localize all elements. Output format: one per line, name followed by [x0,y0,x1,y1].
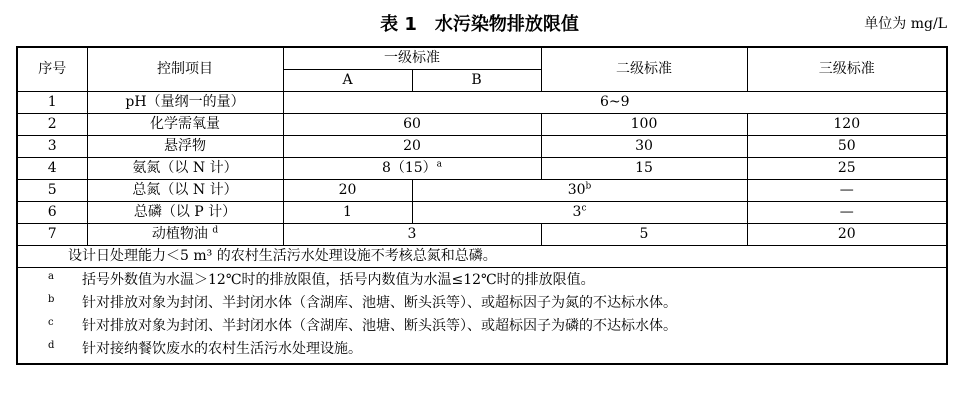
footnote-ref-c: c [581,203,587,214]
footnote-mark: a [48,271,54,282]
footnote-item [48,269,946,292]
note-row [17,246,947,268]
cell-seq: 6 [17,202,87,224]
cell-level1 [283,158,541,180]
cell-level3: — [747,202,947,224]
table-row [17,180,947,202]
header-level2: 二级标准 [541,47,747,92]
footnote-mark: d [48,340,55,351]
footnote-ref-d: d [212,225,219,236]
cell-level3: 25 [747,158,947,180]
cell-level3: 20 [747,224,947,246]
cell-level3: 120 [747,114,947,136]
footnote-item [48,292,946,315]
cell-level3: 50 [747,136,947,158]
header-level1-b: B [412,70,541,92]
table-title: 表 1 水污染物排放限值 [380,14,579,35]
footnote-text: 针对排放对象为封闭、半封闭水体（含湖库、池塘、断头浜等）、或超标因子为磷的不达标水体。 [82,318,677,334]
footnotes-cell [17,268,947,365]
header-seq: 序号 [17,47,87,92]
table-row [17,224,947,246]
cell-seq: 4 [17,158,87,180]
cell-item [87,224,283,246]
table-row [17,158,947,180]
cell-item: 悬浮物 [87,136,283,158]
cell-seq: 3 [17,136,87,158]
footnote-text: 针对接纳餐饮废水的农村生活污水处理设施。 [82,341,362,357]
footnote-item [48,315,946,338]
unit-label: 单位为 mg/L [864,16,947,32]
cell-merged-value: 30 [567,182,586,198]
header-item: 控制项目 [87,47,283,92]
footnotes-block [17,268,947,365]
cell-level1b-level2 [412,180,747,202]
cell-level3: — [747,180,947,202]
footnote-item [48,338,946,361]
emission-limits-table [16,46,948,365]
cell-level1b-level2 [412,202,747,224]
cell-level1-a: 20 [283,180,412,202]
cell-item: 氨氮（以 N 计） [87,158,283,180]
footnote-ref-b: b [585,181,592,192]
cell-level2: 100 [541,114,747,136]
cell-level1: 20 [283,136,541,158]
cell-merged-value: 3 [572,204,582,220]
cell-seq: 5 [17,180,87,202]
footnote-text: 括号外数值为水温＞12℃时的排放限值，括号内数值为水温≤12℃时的排放限值。 [82,272,595,288]
cell-item: pH（量纲一的量） [87,92,283,114]
table-row [17,114,947,136]
cell-level1-value: 8（15） [381,160,437,176]
cell-seq: 1 [17,92,87,114]
cell-seq: 2 [17,114,87,136]
cell-item: 化学需氧量 [87,114,283,136]
header-level3: 三级标准 [747,47,947,92]
table-caption [0,8,959,34]
cell-item: 总氮（以 N 计） [87,180,283,202]
cell-level2: 15 [541,158,747,180]
cell-level1: 60 [283,114,541,136]
table-row [17,136,947,158]
cell-level1-a: 1 [283,202,412,224]
cell-level2: 5 [541,224,747,246]
footnote-mark: c [48,317,54,328]
footnote-ref-a: a [436,159,443,170]
cell-level2: 30 [541,136,747,158]
header-level1-a: A [283,70,412,92]
header-row [17,47,947,70]
note-text: 设计日处理能力＜5 m³ 的农村生活污水处理设施不考核总氮和总磷。 [17,246,947,268]
footnote-mark: b [48,294,55,305]
table-row [17,92,947,114]
header-level1: 一级标准 [283,47,541,70]
cell-seq: 7 [17,224,87,246]
cell-level1: 3 [283,224,541,246]
cell-item-text: 动植物油 [151,226,208,242]
cell-value: 6~9 [283,92,947,114]
cell-item: 总磷（以 P 计） [87,202,283,224]
table-row [17,202,947,224]
footnote-text: 针对排放对象为封闭、半封闭水体（含湖库、池塘、断头浜等）、或超标因子为氮的不达标水体。 [82,295,677,311]
